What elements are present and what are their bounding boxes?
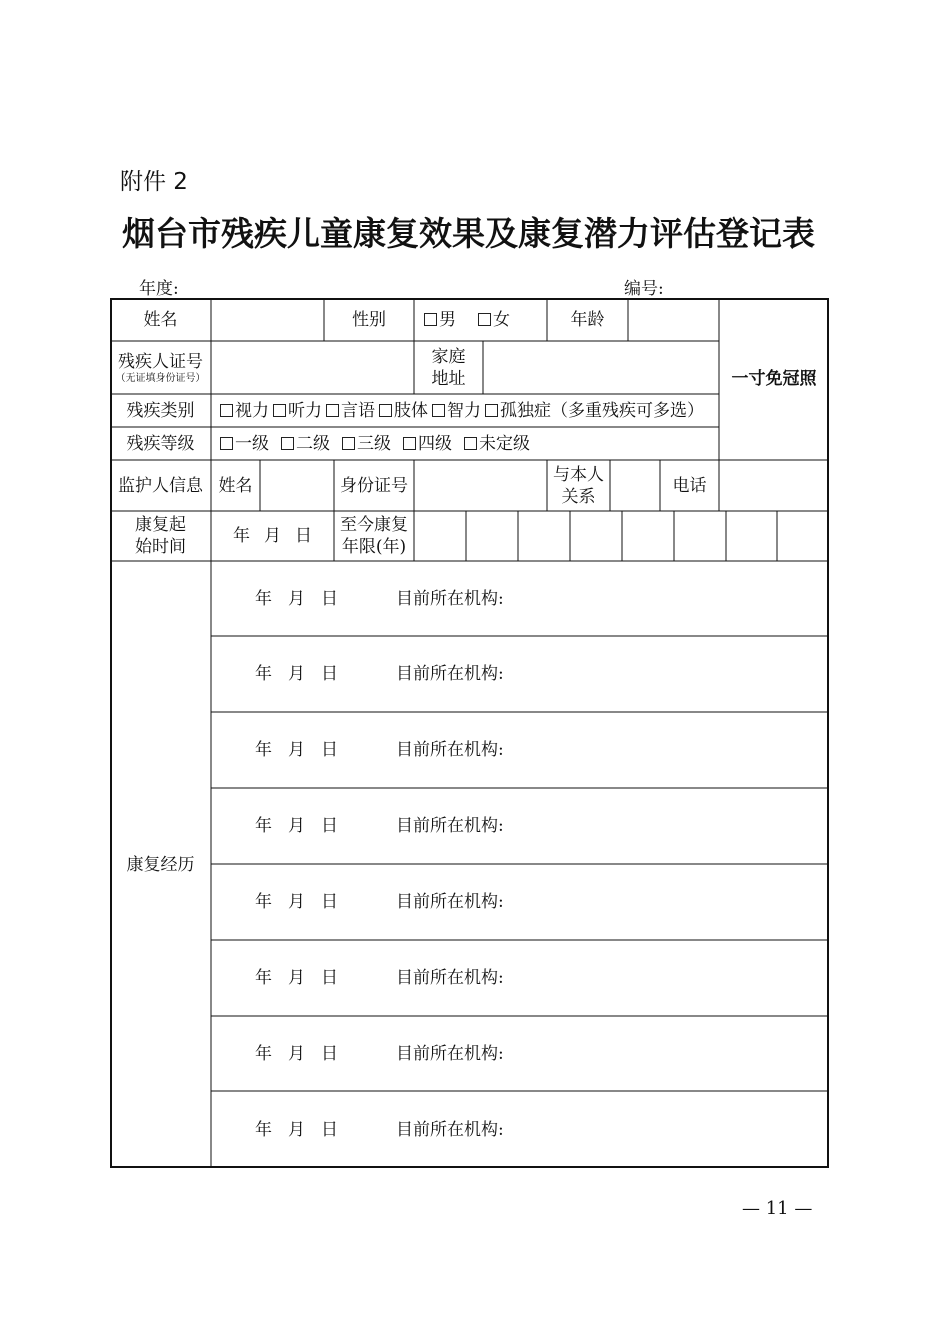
date-month-label: 月 <box>288 1043 305 1064</box>
history-row[interactable] <box>211 940 829 1016</box>
date-year-label: 年 <box>255 892 272 912</box>
institution-label: 目前所在机构: <box>396 892 504 912</box>
date-year-label: 年 <box>255 1043 272 1064</box>
attachment-label: 附件 2 <box>120 169 188 195</box>
date-day-label: 日 <box>321 1043 338 1064</box>
institution-label: 目前所在机构: <box>396 968 504 988</box>
checkbox-icon <box>326 404 339 417</box>
date-year-label: 年 <box>255 816 272 836</box>
institution-label: 目前所在机构: <box>396 816 504 836</box>
address-field[interactable] <box>483 341 719 394</box>
date-day-label: 日 <box>295 526 312 546</box>
history-row-date <box>255 891 338 913</box>
history-row-date <box>255 663 338 685</box>
phone-label: 电话 <box>672 475 707 496</box>
disability-cert-label-text: 残疾人证号 <box>118 351 203 372</box>
category-option-limb[interactable]: 肢体 <box>379 400 428 422</box>
level-option-2[interactable]: 二级 <box>281 433 330 455</box>
history-row-date <box>255 1043 338 1065</box>
date-month-label: 月 <box>288 588 305 609</box>
checkbox-icon <box>342 437 355 450</box>
date-day-label: 日 <box>321 588 338 609</box>
date-month-label: 月 <box>288 816 305 836</box>
history-row-date <box>255 1119 338 1141</box>
history-row-date <box>255 588 338 610</box>
level-option-4[interactable]: 四级 <box>403 433 452 455</box>
date-month-label: 月 <box>288 740 305 760</box>
rehab-start-label-line1: 康复起 <box>135 515 186 535</box>
rehab-years-label <box>334 511 414 561</box>
gender-label: 性别 <box>352 309 386 330</box>
history-row-date <box>255 967 338 989</box>
level-option-3[interactable]: 三级 <box>342 433 391 455</box>
guardian-id-label: 身份证号 <box>340 475 408 496</box>
date-month-label: 月 <box>264 526 281 546</box>
date-day-label: 日 <box>321 968 338 988</box>
rehab-years-label-line2: 年限(年) <box>341 537 407 557</box>
registration-form <box>110 298 829 1168</box>
history-label: 康复经历 <box>126 854 195 875</box>
level-options <box>220 427 719 460</box>
category-option-autism[interactable]: 孤独症 <box>485 400 551 422</box>
age-label: 年龄 <box>570 309 605 330</box>
history-row[interactable] <box>211 561 829 636</box>
date-year-label: 年 <box>255 588 272 609</box>
institution-label: 目前所在机构: <box>396 1043 504 1064</box>
checkbox-icon <box>432 404 445 417</box>
name-label: 姓名 <box>143 309 178 330</box>
guardian-name-field[interactable] <box>260 460 334 511</box>
checkbox-icon <box>220 437 233 450</box>
date-month-label: 月 <box>288 1119 305 1140</box>
institution-label: 目前所在机构: <box>396 664 504 684</box>
institution-label: 目前所在机构: <box>396 588 504 609</box>
history-row[interactable] <box>211 864 829 940</box>
date-month-label: 月 <box>288 892 305 912</box>
date-year-label: 年 <box>255 1119 272 1140</box>
date-month-label: 月 <box>288 664 305 684</box>
history-row[interactable] <box>211 636 829 712</box>
rehab-years-label-line1: 至今康复 <box>340 515 408 535</box>
level-option-1[interactable]: 一级 <box>220 433 269 455</box>
rehab-start-date[interactable] <box>211 511 334 561</box>
date-month-label: 月 <box>288 968 305 988</box>
year-label: 年度: <box>139 279 179 299</box>
category-options <box>220 394 719 427</box>
institution-label: 目前所在机构: <box>396 740 504 760</box>
date-day-label: 日 <box>321 892 338 912</box>
name-field[interactable] <box>211 298 324 341</box>
relation-label <box>547 460 610 511</box>
relation-field[interactable] <box>610 460 660 511</box>
checkbox-icon <box>379 404 392 417</box>
rehab-start-label <box>110 511 211 561</box>
gender-option-male[interactable]: 男 <box>424 309 456 331</box>
date-day-label: 日 <box>321 816 338 836</box>
checkbox-icon <box>464 437 477 450</box>
history-row[interactable] <box>211 1016 829 1091</box>
history-row[interactable] <box>211 712 829 788</box>
checkbox-icon <box>281 437 294 450</box>
history-row[interactable] <box>211 1091 829 1168</box>
history-row-date <box>255 815 338 837</box>
date-year-label: 年 <box>255 740 272 760</box>
form-title: 烟台市残疾儿童康复效果及康复潜力评估登记表 <box>122 214 815 253</box>
age-field[interactable] <box>628 298 719 341</box>
date-year-label: 年 <box>255 664 272 684</box>
disability-cert-field[interactable] <box>211 341 414 394</box>
checkbox-icon <box>273 404 286 417</box>
category-note: （多重残疾可多选） <box>551 400 704 421</box>
disability-cert-note: （无证填身份证号） <box>115 372 206 384</box>
gender-option-female[interactable]: 女 <box>478 309 510 331</box>
history-row[interactable] <box>211 788 829 864</box>
level-option-undetermined[interactable]: 未定级 <box>464 433 530 455</box>
date-year-label: 年 <box>255 968 272 988</box>
checkbox-icon <box>220 404 233 417</box>
category-option-vision[interactable]: 视力 <box>220 400 269 422</box>
level-label: 残疾等级 <box>126 433 195 454</box>
guardian-id-field[interactable] <box>414 460 547 511</box>
institution-label: 目前所在机构: <box>396 1119 504 1140</box>
date-year-label: 年 <box>233 526 250 546</box>
address-label-line1: 家庭 <box>431 346 466 367</box>
category-option-speech[interactable]: 言语 <box>326 400 375 422</box>
checkbox-icon <box>424 313 437 326</box>
relation-label-line1: 与本人 <box>553 464 604 485</box>
phone-field[interactable] <box>719 460 829 511</box>
date-day-label: 日 <box>321 740 338 760</box>
checkbox-icon <box>485 404 498 417</box>
guardian-name-label: 姓名 <box>218 475 253 496</box>
date-day-label: 日 <box>321 664 338 684</box>
rehab-start-label-line2: 始时间 <box>135 537 186 557</box>
date-day-label: 日 <box>321 1119 338 1140</box>
relation-label-line2: 关系 <box>561 486 596 507</box>
category-option-intellectual[interactable]: 智力 <box>432 400 481 422</box>
history-row-date <box>255 739 338 761</box>
address-label-line2: 地址 <box>431 368 466 389</box>
guardian-label: 监护人信息 <box>118 475 203 496</box>
photo-placeholder: 一寸免冠照 <box>731 369 817 389</box>
number-label: 编号: <box>624 279 664 299</box>
page-number: — 11 — <box>742 1198 813 1219</box>
gender-options <box>424 298 547 341</box>
address-label <box>414 341 483 394</box>
checkbox-icon <box>478 313 491 326</box>
disability-cert-label <box>110 341 211 394</box>
checkbox-icon <box>403 437 416 450</box>
category-option-hearing[interactable]: 听力 <box>273 400 322 422</box>
category-label: 残疾类别 <box>126 400 195 421</box>
